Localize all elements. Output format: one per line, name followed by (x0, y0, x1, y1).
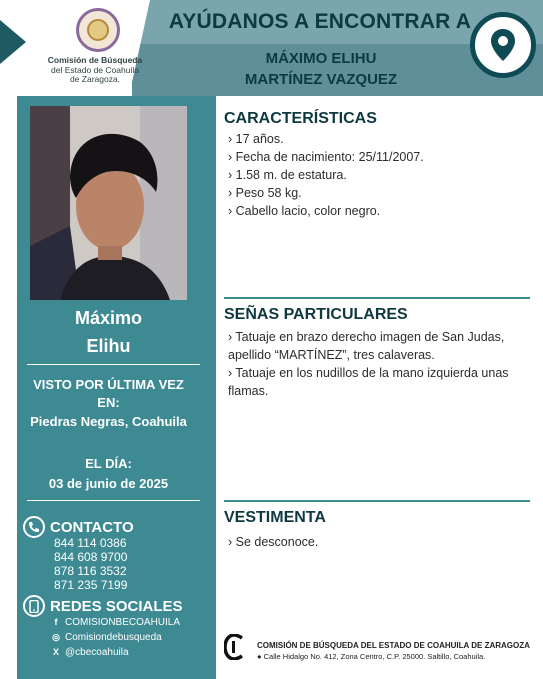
phone-icon (23, 516, 45, 538)
header (0, 0, 543, 96)
social-item (51, 630, 180, 645)
person-first-names: Máximo Elihu (74, 308, 143, 356)
contact-heading (23, 516, 134, 538)
divider (27, 500, 200, 501)
characteristic-item: › Cabello lacio, color negro. (228, 202, 528, 220)
left-panel (17, 96, 216, 679)
phone-list (54, 536, 127, 592)
social-title: REDES SOCIALES (50, 597, 183, 615)
section-divider (224, 297, 530, 299)
clothing-heading: VESTIMENTA (224, 509, 326, 526)
x-icon: X (52, 647, 59, 657)
section-divider (224, 500, 530, 502)
characteristic-item: › 17 años. (228, 130, 528, 148)
commission-seal-icon (76, 8, 120, 52)
phone-number: 878 116 3532 (54, 564, 127, 578)
person-photo (30, 106, 187, 300)
phone-number: 871 235 7199 (54, 578, 128, 592)
missing-person-name: MÁXIMO ELIHU MARTÍNEZ VAZQUEZ (244, 50, 398, 88)
location-pin-icon (470, 12, 536, 78)
social-handle: Comisiondebusqueda (65, 632, 162, 643)
footer-address-text: Calle Hidalgo No. 412, Zona Centro, C.P. 25000. Saltillo, Coahuila. (263, 652, 486, 661)
map-pin-icon: ● (257, 652, 262, 661)
characteristic-item: › Fecha de nacimiento: 25/11/2007. (228, 148, 528, 166)
clothing-list (228, 533, 528, 551)
characteristics-list (228, 130, 528, 220)
facebook-icon: f (54, 617, 58, 627)
last-seen-date: 03 de junio de 2025 (48, 476, 169, 491)
day-label: EL DÍA: (85, 456, 132, 471)
mark-item: › Tatuaje en los nudillos de la mano izquierda unas flamas. (228, 364, 528, 400)
mobile-icon (23, 595, 45, 617)
social-heading (23, 595, 183, 617)
clothing-item: › Se desconoce. (228, 533, 528, 551)
social-item (51, 645, 180, 660)
instagram-icon: ◎ (52, 632, 60, 642)
logo-triangle (0, 20, 26, 64)
footer-org-name: COMISIÓN DE BÚSQUEDA DEL ESTADO DE COAHUILA DE ZARAGOZA (257, 641, 530, 650)
social-handle: @cbecoahuila (65, 647, 129, 658)
characteristic-item: › 1.58 m. de estatura. (228, 166, 528, 184)
footer-address (257, 652, 537, 661)
marks-list (228, 328, 528, 400)
contact-title: CONTACTO (50, 518, 134, 536)
org-name: Comisión de Búsqueda del Estado de Coahuila de Zaragoza. (47, 55, 143, 84)
page-title: AYÚDANOS A ENCONTRAR A (168, 10, 472, 33)
characteristic-item: › Peso 58 kg. (228, 184, 528, 202)
social-item (51, 615, 180, 630)
divider (27, 364, 200, 365)
marks-heading: SEÑAS PARTICULARES (224, 306, 408, 323)
social-handle: COMISIONBECOAHUILA (65, 617, 181, 628)
commission-logo-icon (224, 634, 246, 660)
last-seen-label: VISTO POR ÚLTIMA VEZ EN: (33, 377, 184, 410)
phone-number: 844 608 9700 (54, 550, 128, 564)
characteristics-heading: CARACTERÍSTICAS (224, 110, 377, 127)
mark-item: › Tatuaje en brazo derecho imagen de San Judas, apellido “MARTÍNEZ”, tres calaveras. (228, 328, 528, 364)
footer-org (257, 641, 537, 661)
social-list (51, 615, 180, 660)
phone-number: 844 114 0386 (54, 536, 127, 550)
last-seen-place: Piedras Negras, Coahuila (30, 414, 187, 429)
